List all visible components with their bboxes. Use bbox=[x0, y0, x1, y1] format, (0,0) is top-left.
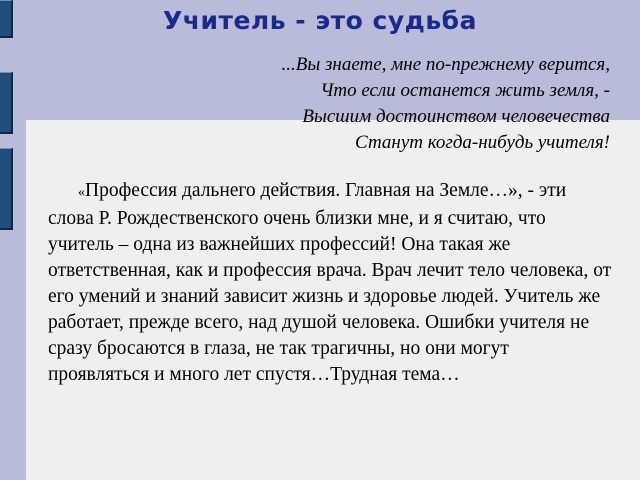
epigraph bbox=[130, 52, 610, 156]
opening-quote: « bbox=[78, 185, 85, 200]
slide-title: Учитель - это судьба bbox=[163, 6, 477, 35]
epigraph-line: Станут когда-нибудь учителя! bbox=[355, 132, 610, 153]
epigraph-line: Высшим достоинством человечества bbox=[302, 106, 610, 127]
body-paragraph bbox=[48, 178, 614, 388]
decoration-tab bbox=[0, 72, 13, 134]
left-decoration-tabs bbox=[0, 0, 16, 480]
decoration-tab bbox=[0, 0, 13, 38]
decoration-tab bbox=[0, 148, 13, 230]
epigraph-line: Что если останется жить земля, - bbox=[320, 80, 610, 101]
body-text: Профессия дальнего действия. Главная на Земле…», - эти слова Р. Рождественского очень близки мне, и я считаю, что учитель – одна из важнейших профессий! Она такая же ответственная, как и профессия врача. Врач лечит тело человека, от его умений и знаний зависит жизнь и здоровье людей. Учитель же работает, прежде всего, над душой человека. Ошибки учителя не сразу бросаются в глаза, не так трагичны, но они могут проявляться и много лет спустя…Трудная тема… bbox=[48, 180, 612, 385]
epigraph-line: ...Вы знаете, мне по-прежнему верится, bbox=[281, 54, 610, 75]
